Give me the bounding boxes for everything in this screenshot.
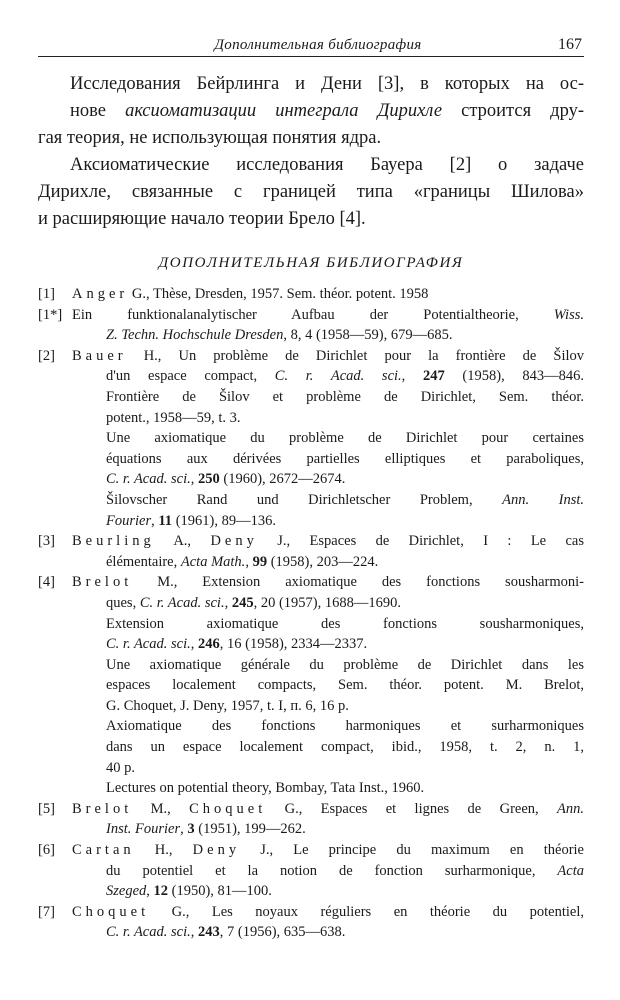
page-number: 167 [558, 36, 582, 53]
entry-number: [3] [38, 533, 55, 550]
text-line: Аксиоматические исследования Бауера [2] о задаче [70, 155, 584, 175]
text-line: Frontière de Šilov et problème de Dirichlet, Sem. théor. [106, 388, 584, 405]
text-line: C. r. Acad. sci., 243, 7 (1956), 635—638. [106, 924, 346, 941]
text-line: Brelot M., Extension axiomatique des fonctions sousharmoni- [72, 574, 584, 591]
text-line: dans un espace localement compact, ibid., 1958, t. 2, n. 1, [106, 739, 584, 756]
text-line: Une axiomatique générale du problème de Dirichlet dans les [106, 656, 584, 673]
text-line: Inst. Fourier, 3 (1951), 199—262. [106, 821, 306, 838]
author: Brelot [72, 574, 133, 591]
text-line: potent., 1958—59, t. 3. [106, 409, 241, 426]
author: Beurling [72, 533, 155, 550]
author: Deny [192, 842, 241, 859]
author: Anger [72, 286, 129, 302]
page [38, 30, 584, 943]
section-title: ДОПОЛНИТЕЛЬНАЯ БИБЛИОГРАФИЯ [158, 255, 464, 271]
text-line: и расширяющие начало теории Брело [4]. [38, 209, 366, 229]
entry-number: [1] [38, 286, 55, 302]
text-line: élémentaire, Acta Math., 99 (1958), 203—224. [106, 553, 379, 570]
bib-entry-3 [38, 531, 584, 572]
author: Choquet [189, 800, 267, 817]
text-line: Lectures on potential theory, Bombay, Tata Inst., 1960. [106, 780, 425, 797]
bib-entry-1 [38, 284, 584, 305]
text-line: Bauer H., Un problème de Dirichlet pour la frontière de Šilov [72, 347, 584, 364]
intro-text [38, 71, 584, 233]
text-line: Ein funktionalanalytischer Aufbau der Potentialtheorie, Wiss. [72, 306, 584, 323]
entry-number: [7] [38, 903, 55, 920]
text-line: Исследования Бейрлинга и Дени [3], в которых на ос- [70, 74, 584, 94]
text-line: ques, C. r. Acad. sci., 245, 20 (1957), 1688—1690. [106, 594, 401, 611]
text-line: Axiomatique des fonctions harmoniques et surharmoniques [106, 718, 584, 735]
text-line: 40 p. [106, 759, 135, 776]
intro-paragraph-2 [38, 152, 584, 233]
entry-number: [4] [38, 574, 55, 591]
bib-entry-5 [38, 799, 584, 840]
bib-entry-4 [38, 572, 584, 799]
intro-paragraph-1 [38, 71, 584, 152]
bib-entry-1-star [38, 305, 584, 346]
entry-number: [5] [38, 800, 55, 817]
author: Brelot [72, 800, 133, 817]
text-line: Šilovscher Rand und Dirichletscher Problem, Ann. Inst. [106, 491, 584, 508]
bib-entry-7 [38, 902, 584, 943]
bib-entry-6 [38, 840, 584, 902]
text-line: Z. Techn. Hochschule Dresden, 8, 4 (1958—59), 679—685. [106, 327, 453, 344]
emphasis: аксиоматизации интеграла Дирихле [125, 101, 443, 121]
text-line: équations aux dérivées partielles elliptiques et paraboliques, [106, 450, 584, 467]
bib-entry-2 [38, 346, 584, 531]
text-line: Anger G., Thèse, Dresden, 1957. Sem. théor. potent. 1958 [72, 286, 429, 302]
text-line: Une axiomatique du problème de Dirichlet pour certaines [106, 430, 584, 447]
running-header [38, 30, 584, 57]
text-line: C. r. Acad. sci., 246, 16 (1958), 2334—2337. [106, 636, 368, 653]
entry-number: [2] [38, 347, 55, 364]
text-line: Beurling A., Deny J., Espaces de Dirichlet, I : Le cas [72, 533, 585, 550]
text-line: Choquet G., Les noyaux réguliers en théorie du potentiel, [72, 903, 584, 920]
text-line: гая теория, не использующая понятия ядра. [38, 128, 382, 148]
text-line: Szeged, 12 (1950), 81—100. [106, 883, 272, 900]
bibliography-list [38, 284, 584, 943]
author: Bauer [72, 347, 127, 364]
running-title: Дополнительная библиография [214, 37, 422, 53]
text-line: G. Choquet, J. Deny, 1957, t. I, п. 6, 16 p. [106, 697, 349, 714]
text-line: Extension axiomatique des fonctions sousharmoniques, [106, 615, 584, 632]
text-line: Дирихле, связанные с границей типа «границы Шилова» [38, 182, 584, 202]
author: Deny [210, 533, 258, 550]
text-line: Fourier, 11 (1961), 89—136. [106, 512, 276, 529]
author: Cartan [72, 842, 135, 859]
text-line: du potentiel et la notion de fonction surharmonique, Acta [106, 862, 584, 879]
text-line: Brelot M., Choquet G., Espaces et lignes de Green, Ann. [72, 800, 584, 817]
entry-number: [6] [38, 842, 55, 859]
entry-number: [1*] [38, 306, 63, 323]
text-line: espaces localement compacts, Sem. théor. potent. M. Brelot, [106, 677, 584, 694]
text-line: d'un espace compact, C. r. Acad. sci., 247 (1958), 843—846. [106, 368, 584, 385]
author: Choquet [72, 903, 150, 920]
text-line: Cartan H., Deny J., Le principe du maximum en théorie [72, 842, 584, 859]
text-line: нове аксиоматизации интеграла Дирихле строится дру- [70, 101, 584, 121]
text-line: C. r. Acad. sci., 250 (1960), 2672—2674. [106, 471, 346, 488]
